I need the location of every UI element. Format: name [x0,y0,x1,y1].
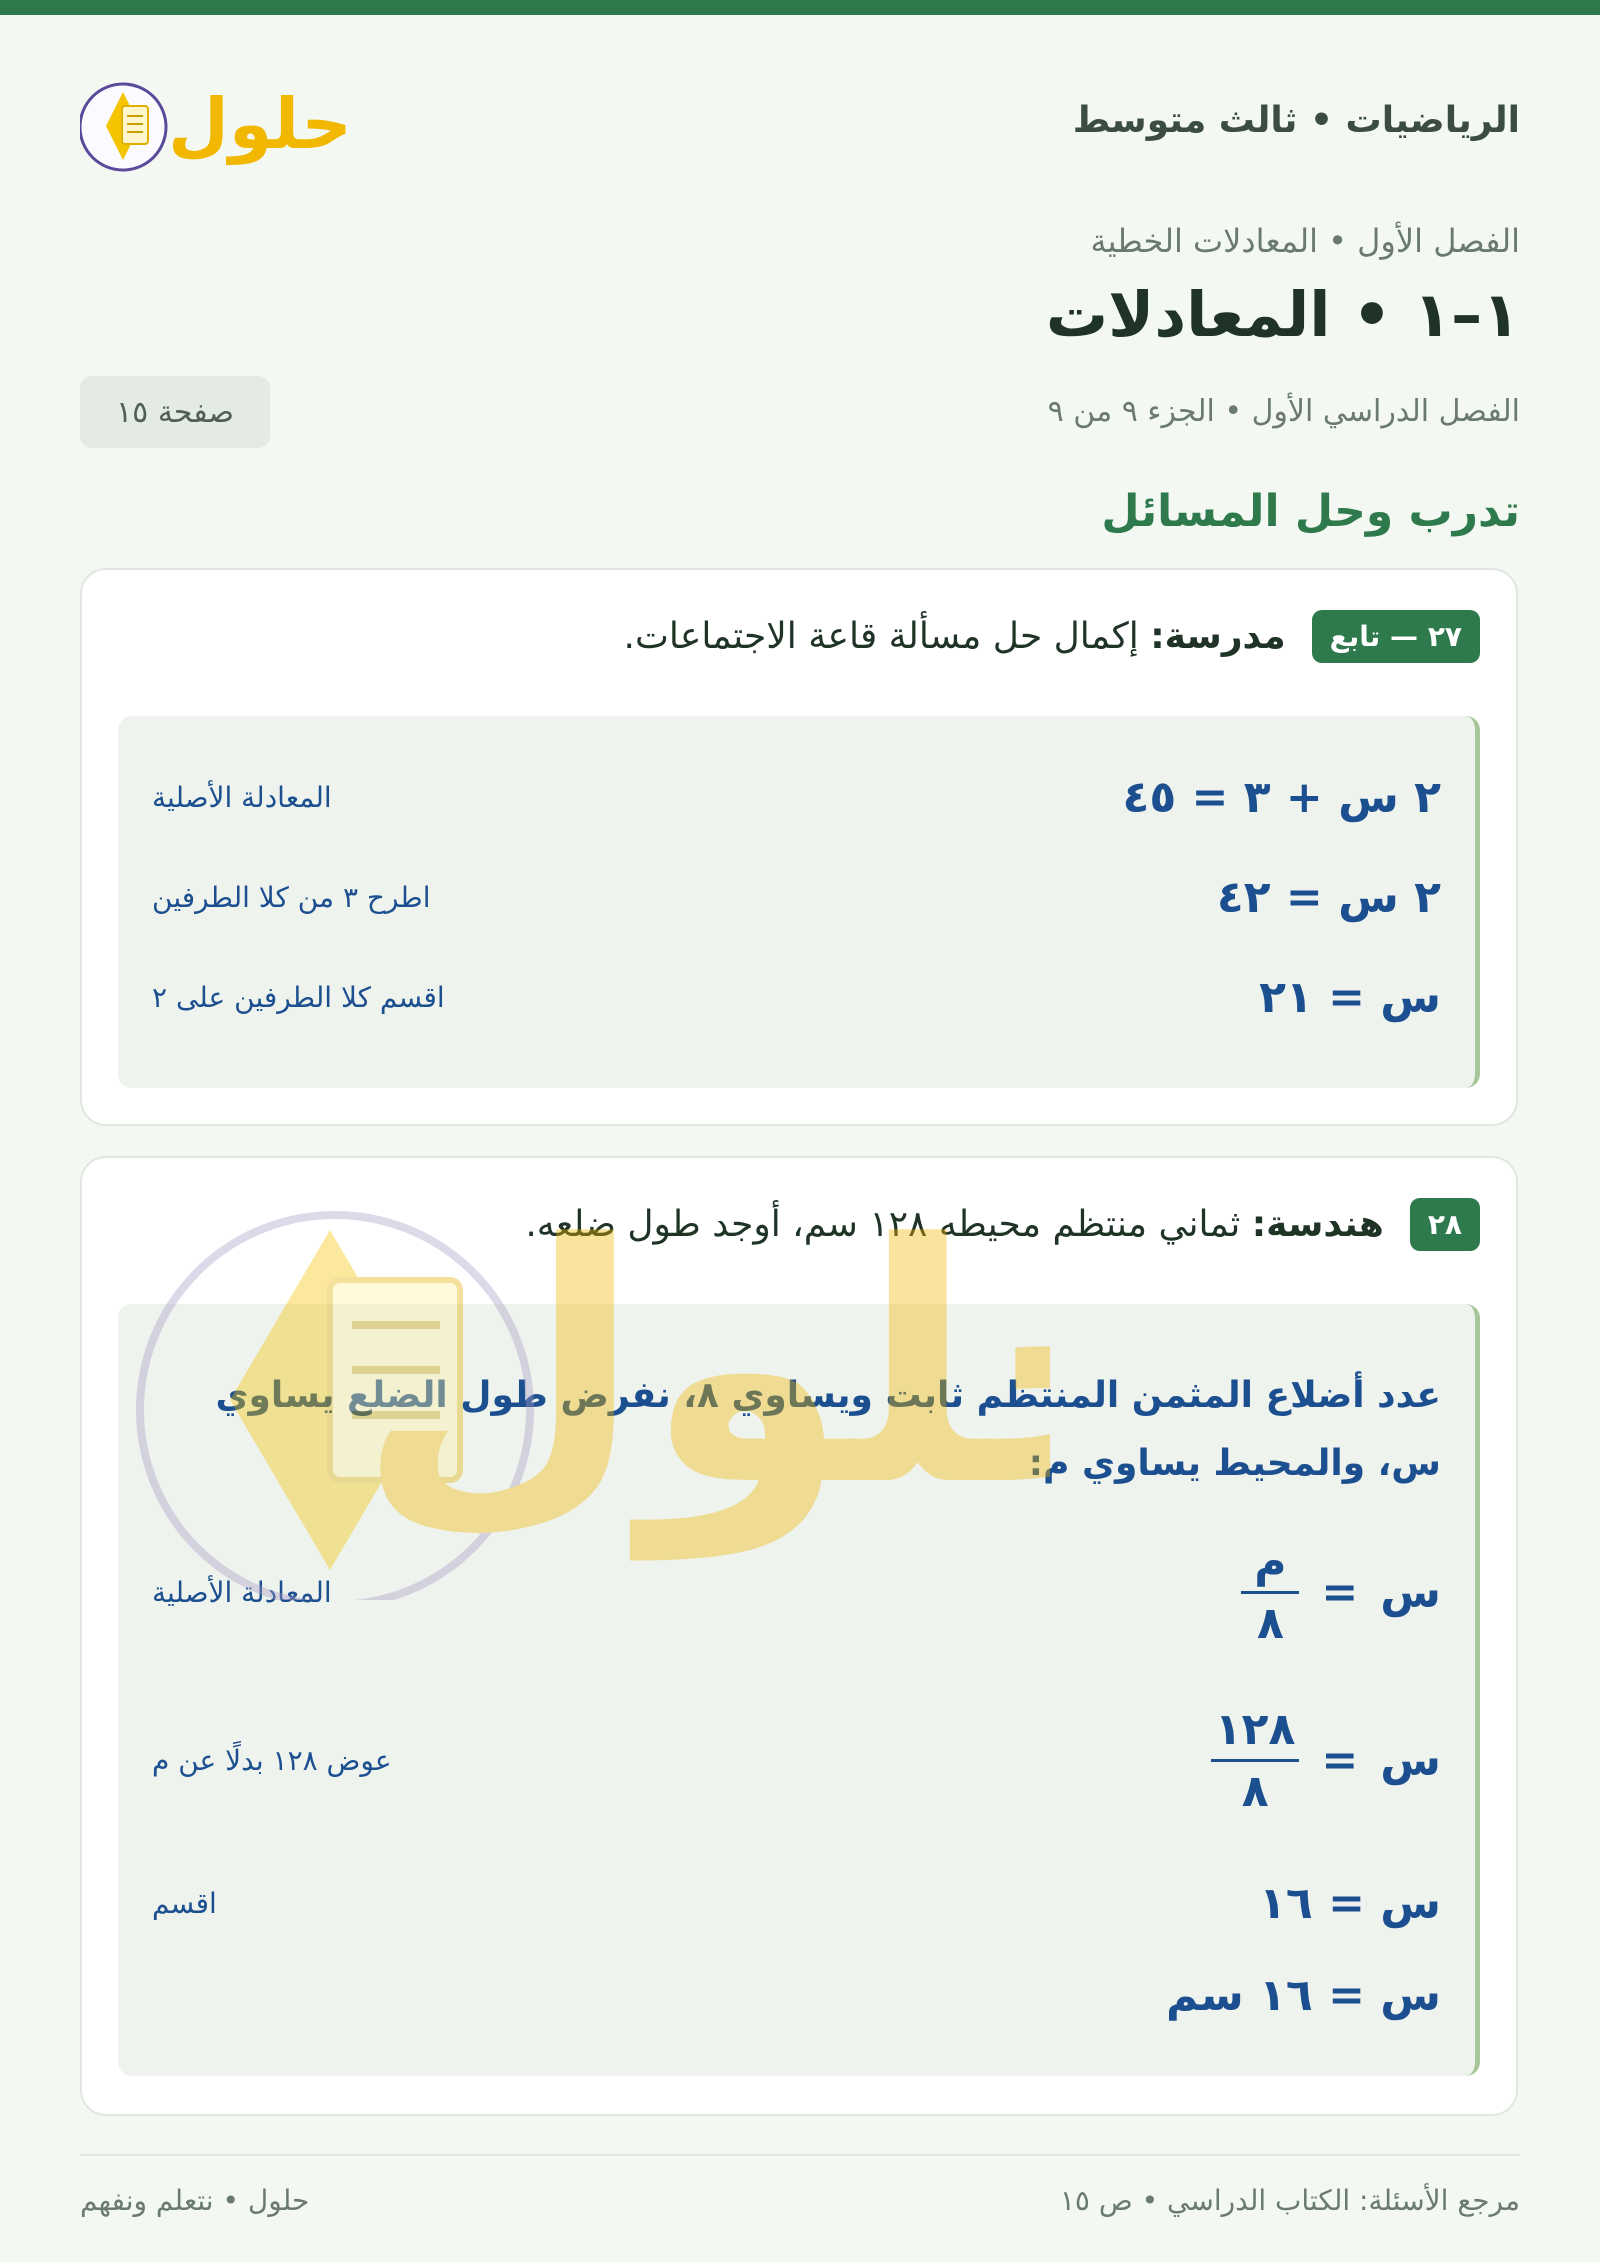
hulul-logo [80,60,350,180]
equation [1241,1536,1441,1649]
solution-intro: عدد أضلاع المثمن المنتظم ثابت ويساوي ٨، نفرض طول الضلع يساوي س، والمحيط يساوي م: [215,1375,1441,1484]
section-title: تدرب وحل المسائل [1101,486,1520,537]
step-note: عوض ١٢٨ بدلًا عن م [152,1744,392,1777]
question-topic: مدرسة: [1150,616,1286,657]
step-note: اقسم [152,1887,217,1920]
fraction [1211,1704,1300,1817]
svg-text:حلول: لول [357,1174,986,1558]
equation: س = ١٦ [1259,1878,1441,1929]
equation [1211,1704,1441,1817]
equation: س = ٢١ [1259,972,1441,1023]
fraction-numerator: ١٢٨ [1211,1704,1300,1762]
step-note: اطرح ٣ من كلا الطرفين [152,881,431,914]
subject-title: الرياضيات • ثالث متوسط [1072,100,1520,141]
final-answer: س = ١٦ سم [1165,1970,1441,2021]
top-accent-bar [0,0,1600,15]
solution-step [152,772,1441,823]
chapter-label: الفصل الأول • المعادلات الخطية [1090,222,1520,260]
equals-sign: = [1321,1567,1359,1618]
step-note: المعادلة الأصلية [152,1576,332,1609]
question-number-badge: ٢٨ [1410,1198,1480,1251]
equation: ٢ س = ٤٢ [1216,872,1441,923]
question-text [624,616,1286,657]
question-card-28 [80,1156,1518,2116]
page-header [80,60,1520,180]
footer-reference: مرجع الأسئلة: الكتاب الدراسي • ص ١٥ [1059,2184,1520,2217]
solution-step [152,1704,1441,1817]
logo-icon [80,60,350,180]
solution-box [118,716,1480,1088]
solution-step [152,1878,1441,1929]
solution-step [152,1536,1441,1649]
equation-lhs: س [1380,1567,1441,1618]
solution-step [152,1970,1441,2021]
page-badge: صفحة ١٥ [80,376,270,448]
fraction-denominator: ٨ [1256,1598,1284,1649]
question-header [624,610,1480,663]
equation-lhs: س [1380,1735,1441,1786]
equals-sign: = [1321,1735,1359,1786]
solution-step [152,872,1441,923]
step-note: المعادلة الأصلية [152,781,332,814]
question-body: ثماني منتظم محيطه ١٢٨ سم، أوجد طول ضلعه. [525,1204,1241,1245]
footer-brand: حلول • نتعلم ونفهم [80,2184,310,2217]
step-note: اقسم كلا الطرفين على ٢ [152,981,445,1014]
footer-divider [80,2154,1520,2156]
term-info: الفصل الدراسي الأول • الجزء ٩ من ٩ [1047,394,1520,429]
lesson-title: ١–١ • المعادلات [1045,278,1520,351]
fraction-denominator: ٨ [1241,1766,1269,1817]
svg-text:حلول: حلول [168,83,350,165]
fraction-numerator: م [1241,1536,1299,1594]
question-topic: هندسة: [1251,1204,1384,1245]
fraction [1241,1536,1299,1649]
equation: ٢ س + ٣ = ٤٥ [1122,772,1441,823]
question-text [525,1204,1384,1245]
question-header [525,1198,1480,1251]
question-card-27 [80,568,1518,1126]
solution-box [118,1304,1480,2076]
solution-step [152,972,1441,1023]
question-body: إكمال حل مسألة قاعة الاجتماعات. [623,616,1139,657]
question-number-badge: ٢٧ — تابع [1312,610,1480,663]
